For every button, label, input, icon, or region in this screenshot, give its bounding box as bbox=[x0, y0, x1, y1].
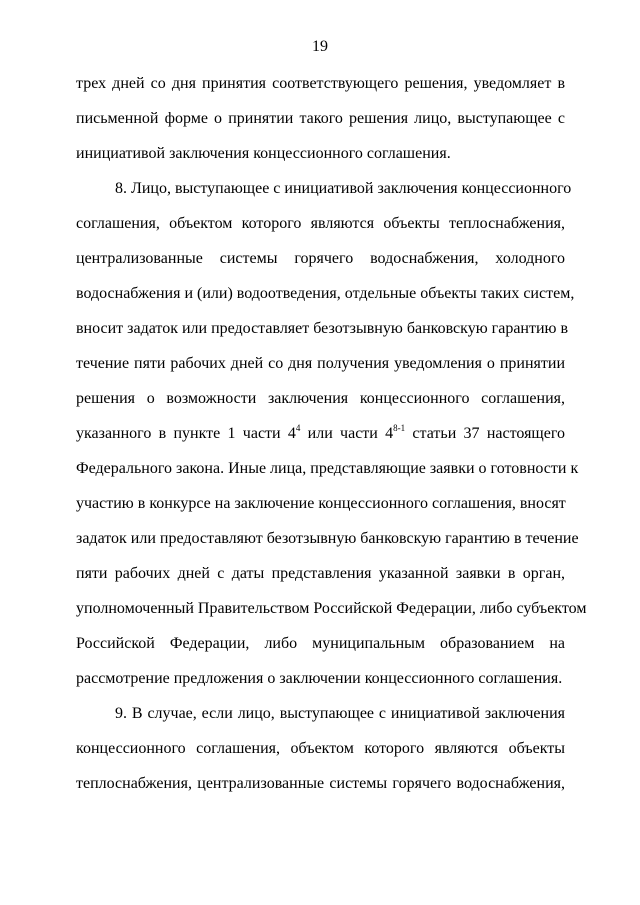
text-line: теплоснабжения, централизованные системы горячего водоснабжения, bbox=[76, 775, 565, 792]
text-line: пяти рабочих дней с даты представления указанной заявки в орган, bbox=[76, 565, 565, 582]
text-line: водоснабжения и (или) водоотведения, отдельные объекты таких систем, bbox=[76, 285, 575, 302]
text-line: задаток или предоставляют безотзывную банковскую гарантию в течение bbox=[76, 530, 579, 547]
text-line: письменной форме о принятии такого решения лицо, выступающее с bbox=[76, 110, 565, 127]
text-line: централизованные системы горячего водоснабжения, холодного bbox=[76, 250, 565, 267]
superscript: 4 bbox=[295, 423, 301, 433]
line-suffix: статьи 37 настоящего bbox=[405, 425, 566, 442]
paragraph-8-start: 8. Лицо, выступающее с инициативой заключения концессионного bbox=[115, 180, 572, 197]
text-line: трех дней со дня принятия соответствующего решения, уведомляет в bbox=[76, 75, 565, 92]
text-line: решения о возможности заключения концессионного соглашения, bbox=[76, 390, 565, 407]
text-line: участию в конкурсе на заключение концессионного соглашения, вносят bbox=[76, 495, 566, 512]
line-middle: или части 4 bbox=[300, 425, 394, 442]
text-line: инициативой заключения концессионного соглашения. bbox=[76, 145, 451, 162]
paragraph-9-start: 9. В случае, если лицо, выступающее с инициативой заключения bbox=[115, 705, 565, 722]
text-line: соглашения, объектом которого являются объекты теплоснабжения, bbox=[76, 215, 565, 232]
text-line-with-superscripts bbox=[76, 424, 565, 444]
line-prefix: указанного в пункте 1 части 4 bbox=[76, 425, 296, 442]
text-line: рассмотрение предложения о заключении концессионного соглашения. bbox=[76, 670, 563, 687]
page-number: 19 bbox=[312, 38, 328, 55]
text-line: Федерального закона. Иные лица, представляющие заявки о готовности к bbox=[76, 460, 579, 477]
text-line: Российской Федерации, либо муниципальным образованием на bbox=[76, 635, 565, 652]
text-line: течение пяти рабочих дней со дня получения уведомления о принятии bbox=[76, 355, 565, 372]
text-line: уполномоченный Правительством Российской Федерации, либо субъектом bbox=[76, 600, 587, 617]
superscript: 8-1 bbox=[393, 423, 406, 433]
text-line: вносит задаток или предоставляет безотзывную банковскую гарантию в bbox=[76, 320, 569, 337]
text-line: концессионного соглашения, объектом которого являются объекты bbox=[76, 740, 565, 757]
